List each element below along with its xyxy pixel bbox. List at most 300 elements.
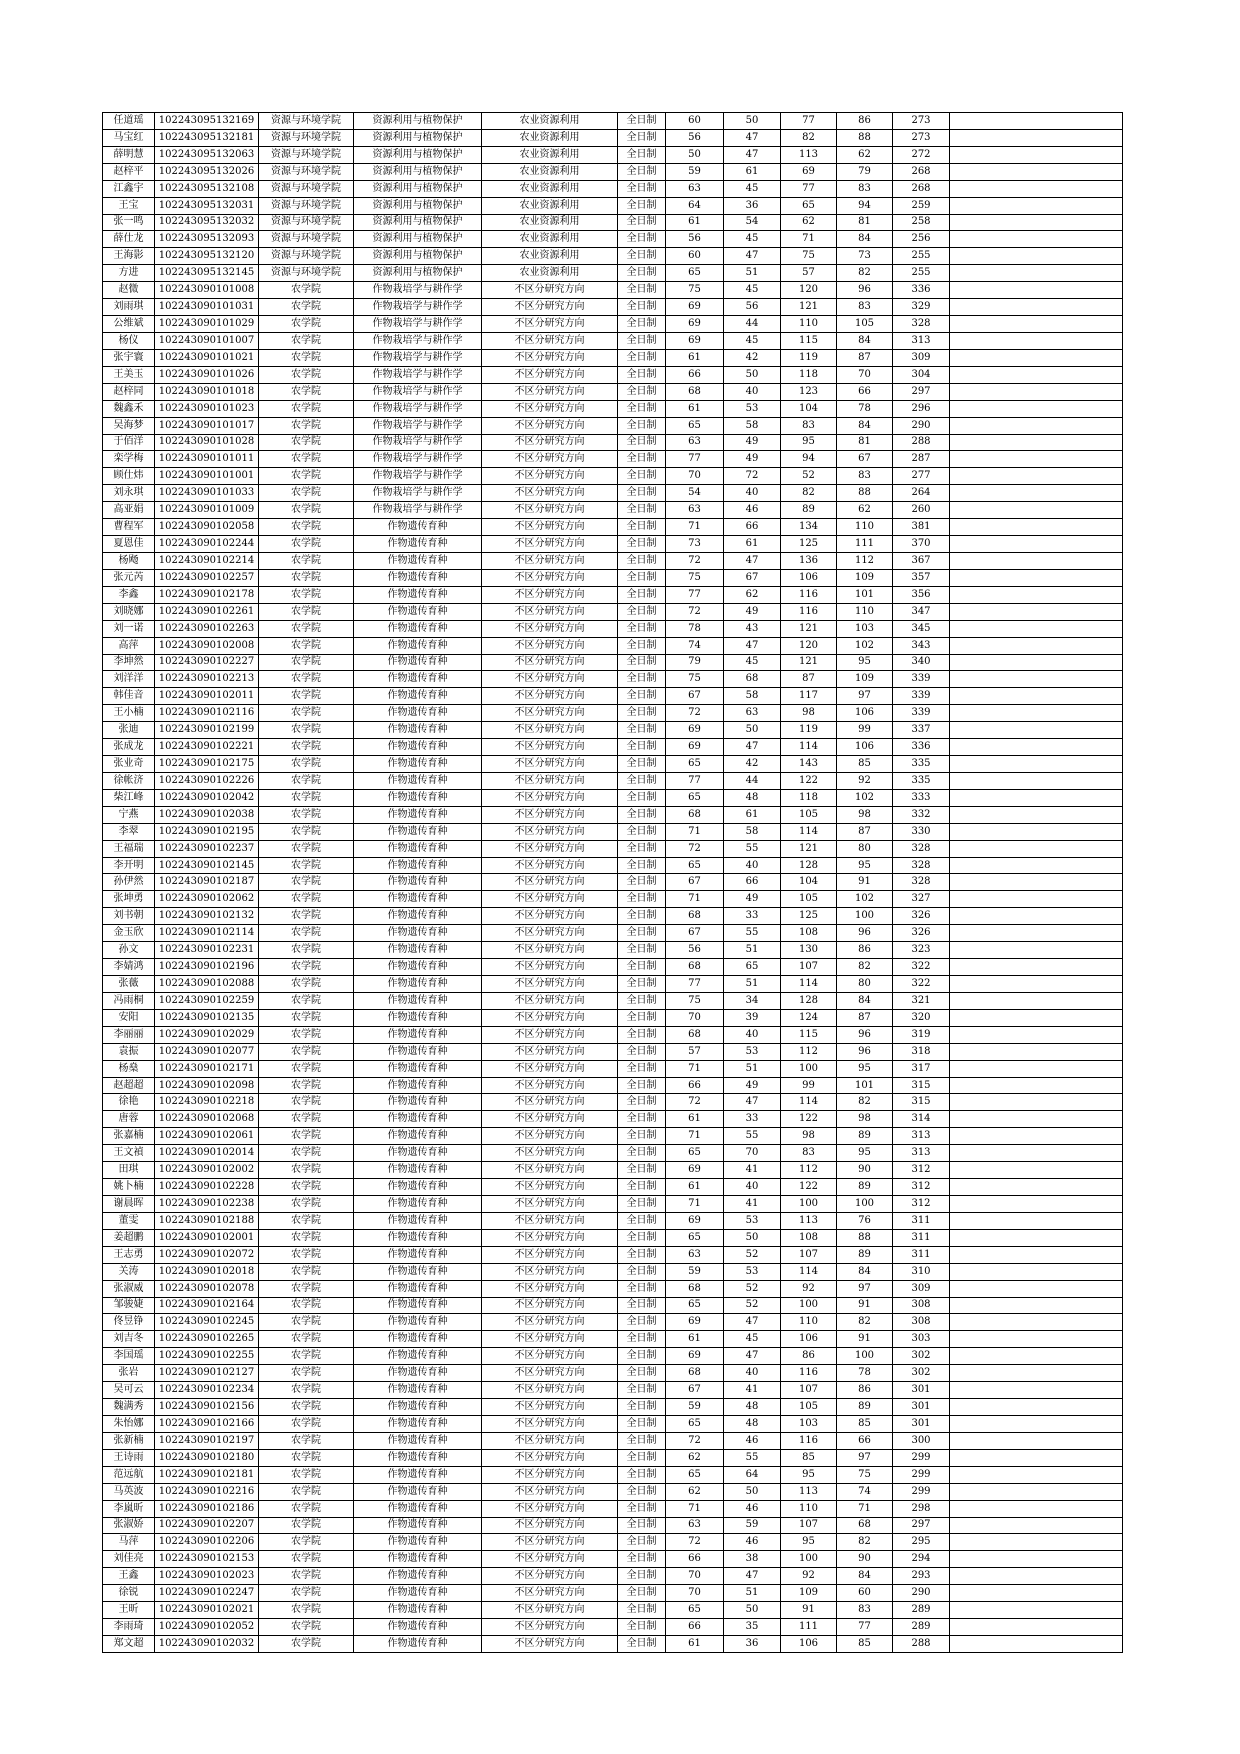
politics-score-cell: 71 [666, 519, 724, 536]
name-cell: 薛明慧 [103, 146, 155, 163]
table-row [103, 1399, 1123, 1416]
study-mode-cell: 全日制 [618, 1585, 666, 1602]
table-row [103, 1619, 1123, 1636]
subject2-score-cell: 62 [837, 146, 893, 163]
subject2-score-cell: 91 [837, 874, 893, 891]
politics-score-cell: 70 [666, 1585, 724, 1602]
foreign-language-score-cell: 51 [724, 1060, 781, 1077]
politics-score-cell: 72 [666, 1094, 724, 1111]
subject2-score-cell: 84 [837, 1263, 893, 1280]
foreign-language-score-cell: 47 [724, 1348, 781, 1365]
major-cell: 作物遗传育种 [354, 942, 482, 959]
study-mode-cell: 全日制 [618, 332, 666, 349]
major-cell: 作物遗传育种 [354, 1179, 482, 1196]
direction-cell: 不区分研究方向 [482, 1365, 618, 1382]
direction-cell: 不区分研究方向 [482, 451, 618, 468]
name-cell: 王昕 [103, 1602, 155, 1619]
table-row [103, 1517, 1123, 1534]
name-cell: 安阳 [103, 1009, 155, 1026]
exam-id-cell: 102243090102226 [155, 772, 259, 789]
name-cell: 张嘉楠 [103, 1128, 155, 1145]
direction-cell: 不区分研究方向 [482, 400, 618, 417]
blank-cell [950, 1196, 1123, 1213]
subject2-score-cell: 88 [837, 485, 893, 502]
politics-score-cell: 65 [666, 1145, 724, 1162]
foreign-language-score-cell: 45 [724, 180, 781, 197]
study-mode-cell: 全日制 [618, 519, 666, 536]
subject2-score-cell: 73 [837, 248, 893, 265]
major-cell: 作物遗传育种 [354, 552, 482, 569]
total-score-cell: 314 [893, 1111, 950, 1128]
study-mode-cell: 全日制 [618, 1348, 666, 1365]
school-cell: 农学院 [259, 1568, 354, 1585]
exam-id-cell: 102243090102196 [155, 959, 259, 976]
table-row [103, 1043, 1123, 1060]
subject2-score-cell: 92 [837, 772, 893, 789]
study-mode-cell: 全日制 [618, 417, 666, 434]
direction-cell: 不区分研究方向 [482, 1314, 618, 1331]
politics-score-cell: 78 [666, 620, 724, 637]
table-row [103, 976, 1123, 993]
study-mode-cell: 全日制 [618, 586, 666, 603]
school-cell: 农学院 [259, 992, 354, 1009]
name-cell: 赵微 [103, 282, 155, 299]
blank-cell [950, 248, 1123, 265]
exam-id-cell: 102243090102234 [155, 1382, 259, 1399]
exam-id-cell: 102243090102255 [155, 1348, 259, 1365]
politics-score-cell: 71 [666, 891, 724, 908]
major-cell: 作物遗传育种 [354, 1399, 482, 1416]
exam-id-cell: 102243090102164 [155, 1297, 259, 1314]
blank-cell [950, 1551, 1123, 1568]
politics-score-cell: 60 [666, 113, 724, 130]
table-row [103, 1432, 1123, 1449]
blank-cell [950, 1483, 1123, 1500]
major-cell: 作物遗传育种 [354, 908, 482, 925]
total-score-cell: 321 [893, 992, 950, 1009]
major-cell: 作物遗传育种 [354, 992, 482, 1009]
blank-cell [950, 823, 1123, 840]
blank-cell [950, 1179, 1123, 1196]
blank-cell [950, 1077, 1123, 1094]
table-row [103, 552, 1123, 569]
direction-cell: 农业资源利用 [482, 163, 618, 180]
school-cell: 农学院 [259, 316, 354, 333]
politics-score-cell: 69 [666, 299, 724, 316]
table-row [103, 654, 1123, 671]
politics-score-cell: 54 [666, 485, 724, 502]
study-mode-cell: 全日制 [618, 1229, 666, 1246]
subject1-score-cell: 121 [781, 840, 837, 857]
blank-cell [950, 129, 1123, 146]
study-mode-cell: 全日制 [618, 434, 666, 451]
study-mode-cell: 全日制 [618, 789, 666, 806]
name-cell: 王小楠 [103, 705, 155, 722]
subject2-score-cell: 94 [837, 197, 893, 214]
politics-score-cell: 71 [666, 1060, 724, 1077]
total-score-cell: 329 [893, 299, 950, 316]
study-mode-cell: 全日制 [618, 569, 666, 586]
subject2-score-cell: 103 [837, 620, 893, 637]
school-cell: 农学院 [259, 383, 354, 400]
blank-cell [950, 1145, 1123, 1162]
blank-cell [950, 1026, 1123, 1043]
foreign-language-score-cell: 59 [724, 1517, 781, 1534]
major-cell: 作物栽培学与耕作学 [354, 332, 482, 349]
blank-cell [950, 1246, 1123, 1263]
direction-cell: 不区分研究方向 [482, 519, 618, 536]
school-cell: 农学院 [259, 1077, 354, 1094]
politics-score-cell: 56 [666, 942, 724, 959]
table-row [103, 603, 1123, 620]
subject1-score-cell: 114 [781, 739, 837, 756]
subject2-score-cell: 87 [837, 349, 893, 366]
major-cell: 资源利用与植物保护 [354, 197, 482, 214]
politics-score-cell: 68 [666, 1026, 724, 1043]
name-cell: 董雯 [103, 1212, 155, 1229]
study-mode-cell: 全日制 [618, 1077, 666, 1094]
name-cell: 张成龙 [103, 739, 155, 756]
direction-cell: 不区分研究方向 [482, 1585, 618, 1602]
subject2-score-cell: 88 [837, 1229, 893, 1246]
exam-id-cell: 102243090102238 [155, 1196, 259, 1213]
table-row [103, 823, 1123, 840]
exam-id-cell: 102243090102072 [155, 1246, 259, 1263]
blank-cell [950, 366, 1123, 383]
table-row [103, 959, 1123, 976]
school-cell: 农学院 [259, 569, 354, 586]
total-score-cell: 273 [893, 113, 950, 130]
table-row [103, 671, 1123, 688]
blank-cell [950, 1162, 1123, 1179]
study-mode-cell: 全日制 [618, 1009, 666, 1026]
subject1-score-cell: 100 [781, 1297, 837, 1314]
exam-id-cell: 102243090102175 [155, 756, 259, 773]
major-cell: 作物遗传育种 [354, 671, 482, 688]
school-cell: 农学院 [259, 722, 354, 739]
exam-id-cell: 102243090102244 [155, 536, 259, 553]
subject2-score-cell: 96 [837, 1043, 893, 1060]
table-row [103, 299, 1123, 316]
major-cell: 作物遗传育种 [354, 1382, 482, 1399]
subject1-score-cell: 118 [781, 789, 837, 806]
total-score-cell: 268 [893, 163, 950, 180]
foreign-language-score-cell: 47 [724, 739, 781, 756]
study-mode-cell: 全日制 [618, 248, 666, 265]
name-cell: 赵梓平 [103, 163, 155, 180]
subject1-score-cell: 114 [781, 976, 837, 993]
subject2-score-cell: 68 [837, 1517, 893, 1534]
total-score-cell: 311 [893, 1212, 950, 1229]
major-cell: 作物遗传育种 [354, 1009, 482, 1026]
name-cell: 李坤然 [103, 654, 155, 671]
subject1-score-cell: 100 [781, 1060, 837, 1077]
subject2-score-cell: 70 [837, 366, 893, 383]
blank-cell [950, 282, 1123, 299]
direction-cell: 不区分研究方向 [482, 976, 618, 993]
study-mode-cell: 全日制 [618, 316, 666, 333]
major-cell: 作物遗传育种 [354, 925, 482, 942]
total-score-cell: 317 [893, 1060, 950, 1077]
table-row [103, 485, 1123, 502]
name-cell: 张宇寰 [103, 349, 155, 366]
blank-cell [950, 1128, 1123, 1145]
direction-cell: 不区分研究方向 [482, 874, 618, 891]
subject1-score-cell: 89 [781, 502, 837, 519]
total-score-cell: 256 [893, 231, 950, 248]
total-score-cell: 268 [893, 180, 950, 197]
exam-id-cell: 102243090102216 [155, 1483, 259, 1500]
subject1-score-cell: 57 [781, 265, 837, 282]
name-cell: 邹骏婕 [103, 1297, 155, 1314]
politics-score-cell: 65 [666, 1415, 724, 1432]
subject1-score-cell: 105 [781, 891, 837, 908]
table-row [103, 434, 1123, 451]
total-score-cell: 322 [893, 976, 950, 993]
subject2-score-cell: 105 [837, 316, 893, 333]
table-row [103, 1026, 1123, 1043]
direction-cell: 不区分研究方向 [482, 772, 618, 789]
blank-cell [950, 146, 1123, 163]
foreign-language-score-cell: 46 [724, 1432, 781, 1449]
direction-cell: 农业资源利用 [482, 265, 618, 282]
name-cell: 张坤勇 [103, 891, 155, 908]
foreign-language-score-cell: 53 [724, 1043, 781, 1060]
school-cell: 农学院 [259, 671, 354, 688]
major-cell: 作物遗传育种 [354, 840, 482, 857]
politics-score-cell: 65 [666, 756, 724, 773]
politics-score-cell: 63 [666, 434, 724, 451]
politics-score-cell: 71 [666, 1500, 724, 1517]
blank-cell [950, 1517, 1123, 1534]
subject1-score-cell: 100 [781, 1196, 837, 1213]
name-cell: 王鑫 [103, 1568, 155, 1585]
exam-id-cell: 102243090102029 [155, 1026, 259, 1043]
direction-cell: 不区分研究方向 [482, 1449, 618, 1466]
subject2-score-cell: 76 [837, 1212, 893, 1229]
direction-cell: 农业资源利用 [482, 214, 618, 231]
school-cell: 资源与环境学院 [259, 180, 354, 197]
school-cell: 农学院 [259, 434, 354, 451]
subject1-score-cell: 85 [781, 1449, 837, 1466]
foreign-language-score-cell: 40 [724, 1026, 781, 1043]
table-row [103, 1111, 1123, 1128]
total-score-cell: 259 [893, 197, 950, 214]
table-row [103, 637, 1123, 654]
foreign-language-score-cell: 49 [724, 451, 781, 468]
subject1-score-cell: 100 [781, 1551, 837, 1568]
foreign-language-score-cell: 53 [724, 1263, 781, 1280]
total-score-cell: 313 [893, 1128, 950, 1145]
exam-id-cell: 102243090102166 [155, 1415, 259, 1432]
school-cell: 农学院 [259, 1635, 354, 1652]
study-mode-cell: 全日制 [618, 840, 666, 857]
direction-cell: 不区分研究方向 [482, 1602, 618, 1619]
school-cell: 农学院 [259, 1162, 354, 1179]
school-cell: 农学院 [259, 908, 354, 925]
major-cell: 作物遗传育种 [354, 1619, 482, 1636]
major-cell: 作物遗传育种 [354, 756, 482, 773]
politics-score-cell: 77 [666, 451, 724, 468]
blank-cell [950, 1229, 1123, 1246]
blank-cell [950, 231, 1123, 248]
exam-id-cell: 102243090102197 [155, 1432, 259, 1449]
exam-id-cell: 102243090102180 [155, 1449, 259, 1466]
major-cell: 作物遗传育种 [354, 1229, 482, 1246]
study-mode-cell: 全日制 [618, 1111, 666, 1128]
major-cell: 作物遗传育种 [354, 1212, 482, 1229]
school-cell: 农学院 [259, 552, 354, 569]
blank-cell [950, 705, 1123, 722]
name-cell: 王文禎 [103, 1145, 155, 1162]
blank-cell [950, 1094, 1123, 1111]
exam-id-cell: 102243090101009 [155, 502, 259, 519]
direction-cell: 不区分研究方向 [482, 1432, 618, 1449]
school-cell: 农学院 [259, 1111, 354, 1128]
foreign-language-score-cell: 52 [724, 1297, 781, 1314]
foreign-language-score-cell: 44 [724, 316, 781, 333]
table-row [103, 502, 1123, 519]
foreign-language-score-cell: 46 [724, 1500, 781, 1517]
school-cell: 农学院 [259, 417, 354, 434]
blank-cell [950, 671, 1123, 688]
school-cell: 农学院 [259, 1534, 354, 1551]
school-cell: 农学院 [259, 654, 354, 671]
subject1-score-cell: 107 [781, 1246, 837, 1263]
school-cell: 农学院 [259, 1449, 354, 1466]
total-score-cell: 339 [893, 688, 950, 705]
direction-cell: 不区分研究方向 [482, 603, 618, 620]
subject2-score-cell: 82 [837, 959, 893, 976]
exam-id-cell: 102243090102231 [155, 942, 259, 959]
blank-cell [950, 925, 1123, 942]
direction-cell: 不区分研究方向 [482, 891, 618, 908]
politics-score-cell: 63 [666, 1246, 724, 1263]
study-mode-cell: 全日制 [618, 671, 666, 688]
study-mode-cell: 全日制 [618, 857, 666, 874]
study-mode-cell: 全日制 [618, 129, 666, 146]
foreign-language-score-cell: 55 [724, 1128, 781, 1145]
total-score-cell: 315 [893, 1094, 950, 1111]
direction-cell: 农业资源利用 [482, 197, 618, 214]
subject2-score-cell: 86 [837, 942, 893, 959]
foreign-language-score-cell: 51 [724, 942, 781, 959]
school-cell: 农学院 [259, 705, 354, 722]
school-cell: 农学院 [259, 959, 354, 976]
blank-cell [950, 451, 1123, 468]
foreign-language-score-cell: 64 [724, 1466, 781, 1483]
major-cell: 作物遗传育种 [354, 1043, 482, 1060]
blank-cell [950, 1534, 1123, 1551]
name-cell: 方进 [103, 265, 155, 282]
subject2-score-cell: 67 [837, 451, 893, 468]
major-cell: 作物遗传育种 [354, 1432, 482, 1449]
total-score-cell: 326 [893, 908, 950, 925]
table-row [103, 113, 1123, 130]
foreign-language-score-cell: 51 [724, 1585, 781, 1602]
blank-cell [950, 1280, 1123, 1297]
total-score-cell: 299 [893, 1483, 950, 1500]
foreign-language-score-cell: 45 [724, 282, 781, 299]
blank-cell [950, 502, 1123, 519]
school-cell: 农学院 [259, 1263, 354, 1280]
politics-score-cell: 67 [666, 1382, 724, 1399]
subject1-score-cell: 113 [781, 1212, 837, 1229]
major-cell: 作物栽培学与耕作学 [354, 400, 482, 417]
major-cell: 作物遗传育种 [354, 519, 482, 536]
exam-id-cell: 102243090101018 [155, 383, 259, 400]
blank-cell [950, 688, 1123, 705]
school-cell: 农学院 [259, 1094, 354, 1111]
foreign-language-score-cell: 35 [724, 1619, 781, 1636]
name-cell: 马英波 [103, 1483, 155, 1500]
blank-cell [950, 468, 1123, 485]
major-cell: 作物遗传育种 [354, 1568, 482, 1585]
table-row [103, 1483, 1123, 1500]
direction-cell: 不区分研究方向 [482, 637, 618, 654]
subject1-score-cell: 104 [781, 400, 837, 417]
name-cell: 张薇 [103, 976, 155, 993]
major-cell: 作物遗传育种 [354, 1094, 482, 1111]
direction-cell: 不区分研究方向 [482, 383, 618, 400]
direction-cell: 不区分研究方向 [482, 654, 618, 671]
politics-score-cell: 61 [666, 1111, 724, 1128]
table-body [103, 113, 1123, 1653]
table-row [103, 992, 1123, 1009]
blank-cell [950, 772, 1123, 789]
blank-cell [950, 163, 1123, 180]
total-score-cell: 335 [893, 756, 950, 773]
foreign-language-score-cell: 47 [724, 1094, 781, 1111]
major-cell: 资源利用与植物保护 [354, 180, 482, 197]
subject1-score-cell: 62 [781, 214, 837, 231]
study-mode-cell: 全日制 [618, 1043, 666, 1060]
major-cell: 作物遗传育种 [354, 536, 482, 553]
school-cell: 资源与环境学院 [259, 197, 354, 214]
school-cell: 农学院 [259, 485, 354, 502]
major-cell: 作物遗传育种 [354, 1077, 482, 1094]
politics-score-cell: 65 [666, 417, 724, 434]
name-cell: 张岩 [103, 1365, 155, 1382]
subject2-score-cell: 111 [837, 536, 893, 553]
subject1-score-cell: 91 [781, 1602, 837, 1619]
major-cell: 作物遗传育种 [354, 1280, 482, 1297]
name-cell: 张淑娇 [103, 1517, 155, 1534]
direction-cell: 不区分研究方向 [482, 1517, 618, 1534]
major-cell: 作物遗传育种 [354, 1128, 482, 1145]
total-score-cell: 260 [893, 502, 950, 519]
exam-id-cell: 102243090102188 [155, 1212, 259, 1229]
exam-id-cell: 102243090102077 [155, 1043, 259, 1060]
name-cell: 刘晓娜 [103, 603, 155, 620]
school-cell: 农学院 [259, 1280, 354, 1297]
table-row [103, 1145, 1123, 1162]
major-cell: 作物遗传育种 [354, 1331, 482, 1348]
exam-id-cell: 102243090102001 [155, 1229, 259, 1246]
name-cell: 夏恩佳 [103, 536, 155, 553]
table-row [103, 1280, 1123, 1297]
study-mode-cell: 全日制 [618, 1568, 666, 1585]
exam-id-cell: 102243090101021 [155, 349, 259, 366]
subject2-score-cell: 95 [837, 1060, 893, 1077]
exam-id-cell: 102243090102008 [155, 637, 259, 654]
direction-cell: 不区分研究方向 [482, 299, 618, 316]
exam-id-cell: 102243090101017 [155, 417, 259, 434]
total-score-cell: 312 [893, 1162, 950, 1179]
table-row [103, 620, 1123, 637]
name-cell: 江鑫宇 [103, 180, 155, 197]
major-cell: 作物栽培学与耕作学 [354, 502, 482, 519]
